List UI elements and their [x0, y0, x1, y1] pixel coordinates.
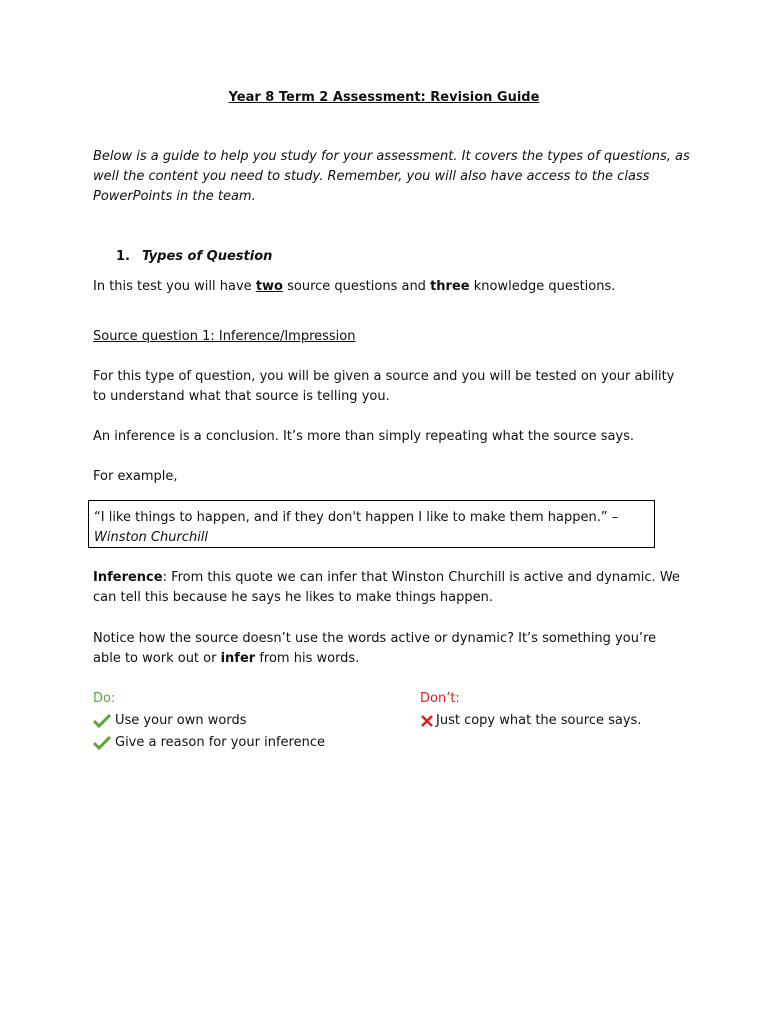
notice-text: from his words. — [255, 651, 360, 666]
intro-paragraph: Below is a guide to help you study for your assessment. It covers the types of questions, as well the content you need to study. Remember, you will also have access to the class PowerPoints in the team. — [93, 149, 690, 204]
summary-text: knowledge questions. — [469, 279, 616, 294]
dont-item-text: Just copy what the source says. — [436, 713, 642, 728]
paragraph: An inference is a conclusion. It’s more than simply repeating what the source says. — [93, 429, 635, 444]
check-icon — [93, 714, 111, 728]
subheading: Source question 1: Inference/Impression — [93, 329, 356, 344]
summary-bold-two: two — [255, 279, 283, 294]
do-item — [93, 711, 246, 731]
inference-label: Inference — [93, 570, 163, 585]
notice-paragraph — [93, 629, 683, 669]
inference-text: : From this quote we can infer that Winston Churchill is active and dynamic. We can tell this because he says he likes to make things happen. — [93, 570, 680, 605]
dont-item — [420, 711, 641, 731]
do-item-text: Give a reason for your inference — [115, 735, 325, 750]
section-number: 1. — [116, 249, 130, 264]
paragraph: For this type of question, you will be given a source and you will be tested on your ability to understand what that source is telling you. — [93, 369, 675, 404]
summary-line — [93, 277, 615, 297]
notice-bold-infer: infer — [220, 651, 256, 666]
summary-text: source questions and — [282, 279, 431, 294]
quote-text: “I like things to happen, and if they don't happen I like to make them happen.” – — [94, 510, 619, 525]
paragraph: For example, — [93, 469, 178, 484]
notice-text: Notice how the source doesn’t use the words active or dynamic? It’s something you’re able to work out or — [93, 631, 657, 666]
check-icon — [93, 736, 111, 750]
do-item-text: Use your own words — [115, 713, 247, 728]
section-title: Types of Question — [141, 249, 273, 264]
summary-bold-three: three — [430, 279, 470, 294]
dont-label: Don’t: — [420, 691, 460, 706]
do-label: Do: — [93, 691, 116, 706]
summary-text: In this test you will have — [93, 279, 256, 294]
quote-box — [88, 500, 655, 548]
inference-paragraph — [93, 568, 683, 608]
cross-icon — [420, 714, 434, 728]
quote-author: Winston Churchill — [94, 530, 209, 545]
page-title: Year 8 Term 2 Assessment: Revision Guide — [228, 90, 540, 105]
do-item — [93, 733, 325, 753]
section-heading — [116, 247, 272, 267]
